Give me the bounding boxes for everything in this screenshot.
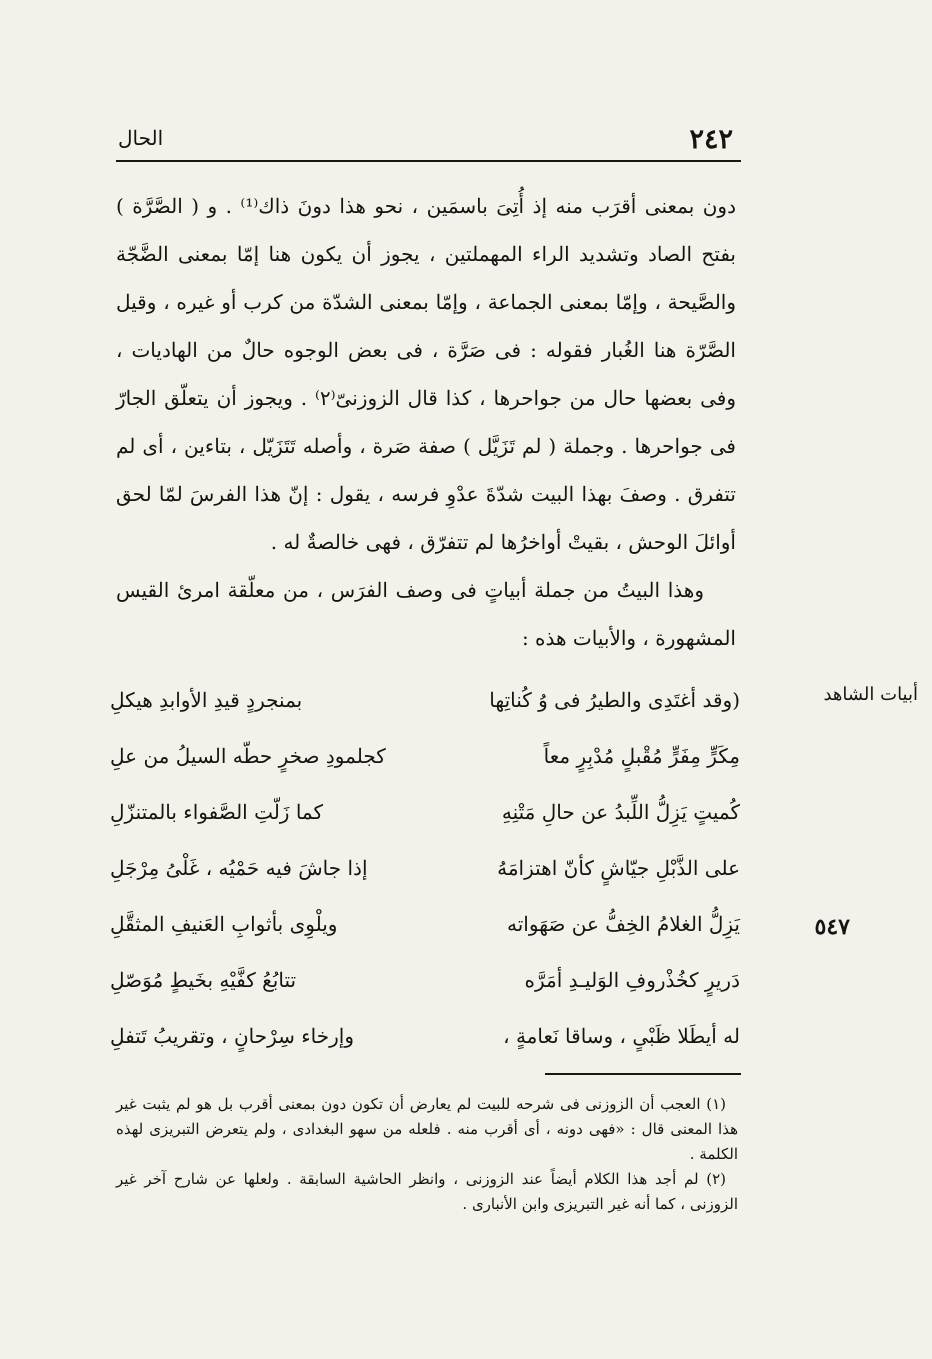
footnotes	[116, 1092, 738, 1217]
paragraph-1: دون بمعنى أقرَب منه إذ أُتِىَ باسمَين ، نحو هذا دونَ ذاك⁽¹⁾ . و ( الصَّرَّة ) بفتح الصاد وتشديد الراء المهملتين ، يجوز أن يكون هنا إمّا بمعنى الضَّجّة والصَّيحة ، وإمّا بمعنى الجماعة ، وإمّا بمعنى الشدّة من كرب أو غيره ، وقيل الصَّرّة هنا الغُبار فقوله : فى صَرَّة ، فى بعض الوجوه حالٌ من الهاديات ، وفى بعضها حال من جواحرها ، كذا قال الزوزنىّ⁽٢⁾ . ويجوز أن يتعلّق الجارّ فى جواحرها . وجملة ( لم تَزَيَّل ) صفة صَرة ، وأصله تَتَزَيّل ، بتاءين ، أى لم تتفرق . وصفَ بهذا البيت شدّةَ عدْوِ فرسه ، يقول : إنّ هذا الفرسَ لمّا لحق أوائلَ الوحش ، بقيتْ أواخرُها لم تتفرّق ، فهى خالصةٌ له .	[116, 194, 736, 554]
footnote-2: (٢) لم أجد هذا الكلام أيضاً عند الزوزنى ، وانظر الحاشية السابقة . ولعلها عن شارح آخر غير الزوزنى ، كما أنه غير التبريزى وابن الأنبارى .	[116, 1170, 738, 1213]
hemistich-first: دَريرٍ كخُذْروفِ الوَليـدِ أمَرَّه	[524, 968, 740, 992]
page-number: ٢٤٢	[689, 124, 733, 155]
hemistich-second: إذا جاشَ فيه حَمْيُه ، غَلْىُ مِرْجَلِ	[110, 856, 368, 880]
footnote-1: (١) العجب أن الزوزنى فى شرحه للبيت لم يعارض أن تكون دون بمعنى أقرب بل هو لم يثبت غير هذا المعنى قال : «فهى دونه ، أى أقرب منه . فلعله من سهو البغدادى ، ولم يتعرض التبريزى لهذه الكلمة .	[116, 1095, 738, 1163]
verse-line	[110, 784, 740, 840]
hemistich-first: مِكَرٍّ مِفَرٍّ مُقْبلٍ مُدْبِرٍ معاً	[543, 744, 740, 768]
poem-margin-label: أبيات الشاهد	[823, 684, 918, 705]
hemistich-second: وإرخاء سِرْحانٍ ، وتقريبُ تَتفلِ	[110, 1024, 355, 1048]
hemistich-first: على الذَّبْلِ جيّاشٍ كأنّ اهتزامَهُ	[497, 856, 740, 880]
hemistich-first: له أيطَلا ظَبْىٍ ، وساقا نَعامةٍ ،	[503, 1024, 740, 1048]
hemistich-first: يَزِلُّ الغلامُ الخِفُّ عن صَهَواته	[507, 912, 740, 936]
hemistich-second: كما زَلّتِ الصَّفواء بالمتنزّلِ	[110, 800, 323, 824]
verse-line	[110, 728, 740, 784]
header-rule	[116, 160, 741, 162]
hemistich-first: (وقد أغتَدِى والطيرُ فى وُ كُناتِها	[489, 688, 740, 712]
verse-line	[110, 896, 740, 952]
paragraph-2: وهذا البيتُ من جملة أبياتٍ فى وصف الفرَس ، من معلّقة امرئ القيس المشهورة ، والأبيات هذه :	[116, 578, 736, 650]
main-text	[116, 182, 736, 662]
hemistich-second: تتابُعُ كفَّيْهِ بخَيطٍ مُوَصّلِ	[110, 968, 297, 992]
footnote-rule	[545, 1073, 741, 1075]
verse-number: ٥٤٧	[814, 914, 850, 940]
hemistich-second: كجلمودِ صخرٍ حطّه السيلُ من علِ	[110, 744, 386, 768]
hemistich-first: كُميتٍ يَزِلُّ اللِّبدُ عن حالِ مَتْنِهِ	[501, 800, 740, 824]
verse-line	[110, 1008, 740, 1064]
verse-line	[110, 952, 740, 1008]
running-header	[116, 124, 741, 160]
hemistich-second: ويلْوِى بأثوابِ العَنيفِ المثقَّلِ	[110, 912, 338, 936]
hemistich-second: بمنجردٍ قيدِ الأوابدِ هيكلِ	[110, 688, 303, 712]
running-title: الحال	[118, 126, 164, 150]
verse-line	[110, 672, 740, 728]
verse-line	[110, 840, 740, 896]
poem	[110, 672, 740, 1064]
